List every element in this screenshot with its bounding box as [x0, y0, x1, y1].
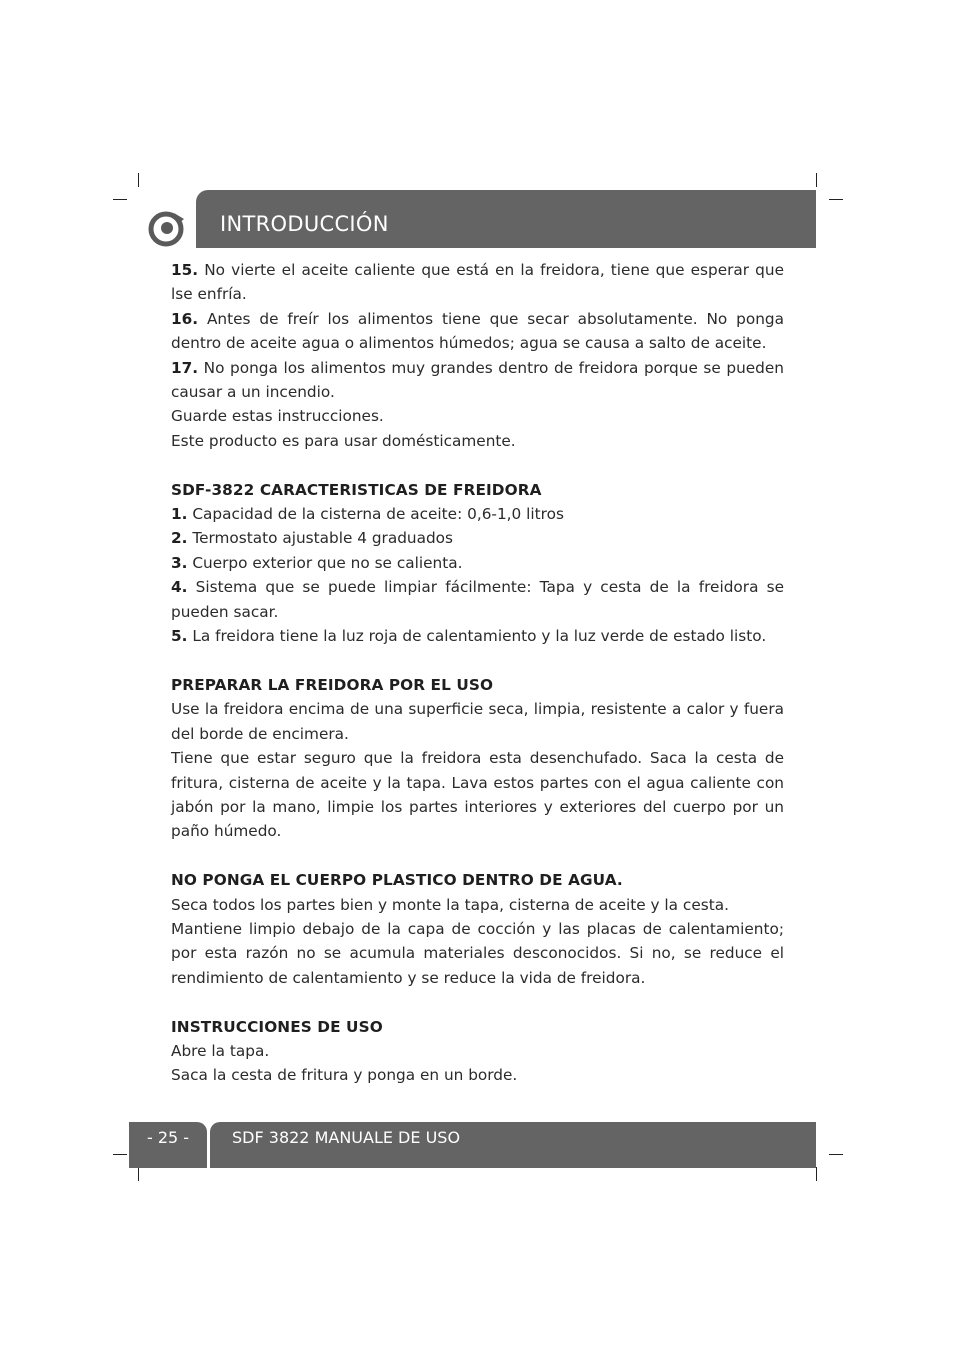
list-item: 5. La freidora tiene la luz roja de calentamiento y la luz verde de estado listo. [171, 627, 767, 646]
list-item: 3. Cuerpo exterior que no se calienta. [171, 553, 463, 572]
section-heading: PREPARAR LA FREIDORA POR EL USO [171, 675, 494, 694]
paragraph: Use la freidora encima de una superficie seca, limpia, resistente a calor y fuera del borde de encimera. [171, 700, 784, 743]
paragraph: Mantiene limpio debajo de la capa de cocción y las placas de calentamiento; por esta razón no se acumula materiales desconocidos. Si no, se reduce el rendimiento de calentamiento y se reduce la vida de freidora. [171, 919, 784, 987]
list-item: 15. No vierte el aceite caliente que está en la freidora, tiene que esperar que lse enfría. [171, 261, 784, 304]
crop-mark [138, 1167, 139, 1181]
list-item: 4. Sistema que se puede limpiar fácilmente: Tapa y cesta de la freidora se pueden sacar. [171, 578, 784, 621]
header-bar [196, 190, 816, 248]
list-item: 2. Termostato ajustable 4 graduados [171, 529, 454, 548]
list-item: 16. Antes de freír los alimentos tiene que secar absolutamente. No ponga dentro de aceite agua o alimentos húmedos; agua se causa a salto de aceite. [171, 309, 784, 353]
manual-title: SDF 3822 MANUALE DE USO [232, 1128, 461, 1147]
section-heading: NO PONGA EL CUERPO PLASTICO DENTRO DE AGUA. [171, 871, 623, 890]
paragraph: Tiene que estar seguro que la freidora esta desenchufado. Saca la cesta de fritura, cisterna de aceite y la tapa. Lava estos partes con el agua caliente con jabón por la mano, limpie los partes interiores y exteriores del cuerpo por un paño húmedo. [171, 749, 784, 841]
paragraph: Guarde estas instrucciones. [171, 407, 384, 426]
crop-mark [829, 1154, 843, 1155]
paragraph: Saca la cesta de fritura y ponga en un borde. [171, 1066, 518, 1085]
list-item: 1. Capacidad de la cisterna de aceite: 0,6-1,0 litros [171, 505, 564, 524]
paragraph: Este producto es para usar domésticamente. [171, 431, 516, 450]
footer-bar [210, 1122, 816, 1168]
section-heading: SDF-3822 CARACTERISTICAS DE FREIDORA [171, 480, 542, 499]
page-number: - 25 - [146, 1128, 190, 1147]
section-heading: INSTRUCCIONES DE USO [171, 1017, 383, 1036]
document-body [171, 258, 784, 1088]
paragraph: Seca todos los partes bien y monte la tapa, cisterna de aceite y la cesta. [171, 895, 729, 914]
section-title: INTRODUCCIÓN [220, 212, 389, 236]
list-item: 17. No ponga los alimentos muy grandes dentro de freidora porque se pueden causar a un incendio. [171, 358, 784, 402]
page-number-box [129, 1122, 207, 1168]
crop-mark [138, 173, 139, 187]
crop-mark [816, 173, 817, 187]
crop-mark [113, 199, 127, 200]
paragraph: Abre la tapa. [171, 1041, 270, 1060]
crop-mark [829, 199, 843, 200]
brand-logo-icon [148, 211, 186, 247]
crop-mark [816, 1167, 817, 1181]
crop-mark [113, 1154, 127, 1155]
